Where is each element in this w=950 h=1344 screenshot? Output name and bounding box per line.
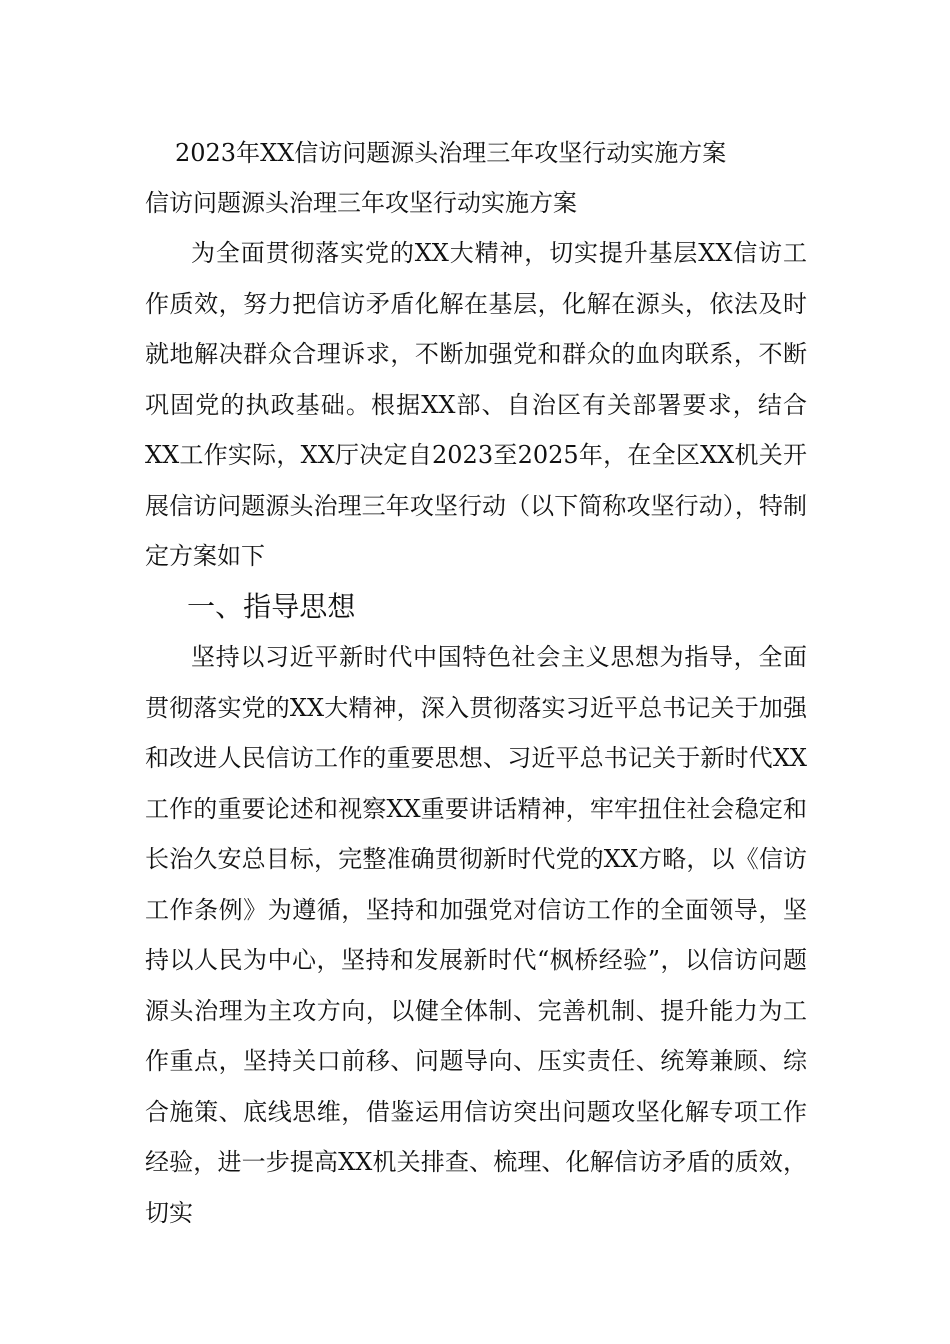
section-body-guiding-ideology: 坚持以习近平新时代中国特色社会主义思想为指导，全面贯彻落实党的XX大精神，深入贯彻落实习近平总书记关于加强和改进人民信访工作的重要思想、习近平总书记关于新时代XX工作的重要论述和视察XX重要讲话精神，牢牢扭住社会稳定和长治久安总目标，完整准确贯彻新时代党的XX方略，以《信访工作条例》为遵循，坚持和加强党对信访工作的全面领导，坚持以人民为中心，坚持和发展新时代“枫桥经验”，以信访问题源头治理为主攻方向，以健全体制、完善机制、提升能力为工作重点，坚持关口前移、问题导向、压实责任、统筹兼顾、综合施策、底线思维，借鉴运用信访突出问题攻坚化解专项工作经验，进一步提高XX机关排查、梳理、化解信访矛盾的质效，切实 bbox=[145, 643, 807, 1227]
section-heading-guiding-ideology: 一、指导思想 bbox=[187, 589, 356, 623]
document-page bbox=[145, 128, 807, 1238]
document-subtitle: 信访问题源头治理三年攻坚行动实施方案 bbox=[145, 189, 577, 217]
intro-paragraph: 为全面贯彻落实党的XX大精神，切实提升基层XX信访工作质效，努力把信访矛盾化解在基层，化解在源头，依法及时就地解决群众合理诉求，不断加强党和群众的血肉联系，不断巩固党的执政基础。根据XX部、自治区有关部署要求，结合XX工作实际，XX厅决定自2023至2025年，在全区XX机关开展信访问题源头治理三年攻坚行动（以下简称攻坚行动），特制定方案如下 bbox=[145, 239, 807, 570]
document-title: 2023年XX信访问题源头治理三年攻坚行动实施方案 bbox=[175, 139, 727, 167]
